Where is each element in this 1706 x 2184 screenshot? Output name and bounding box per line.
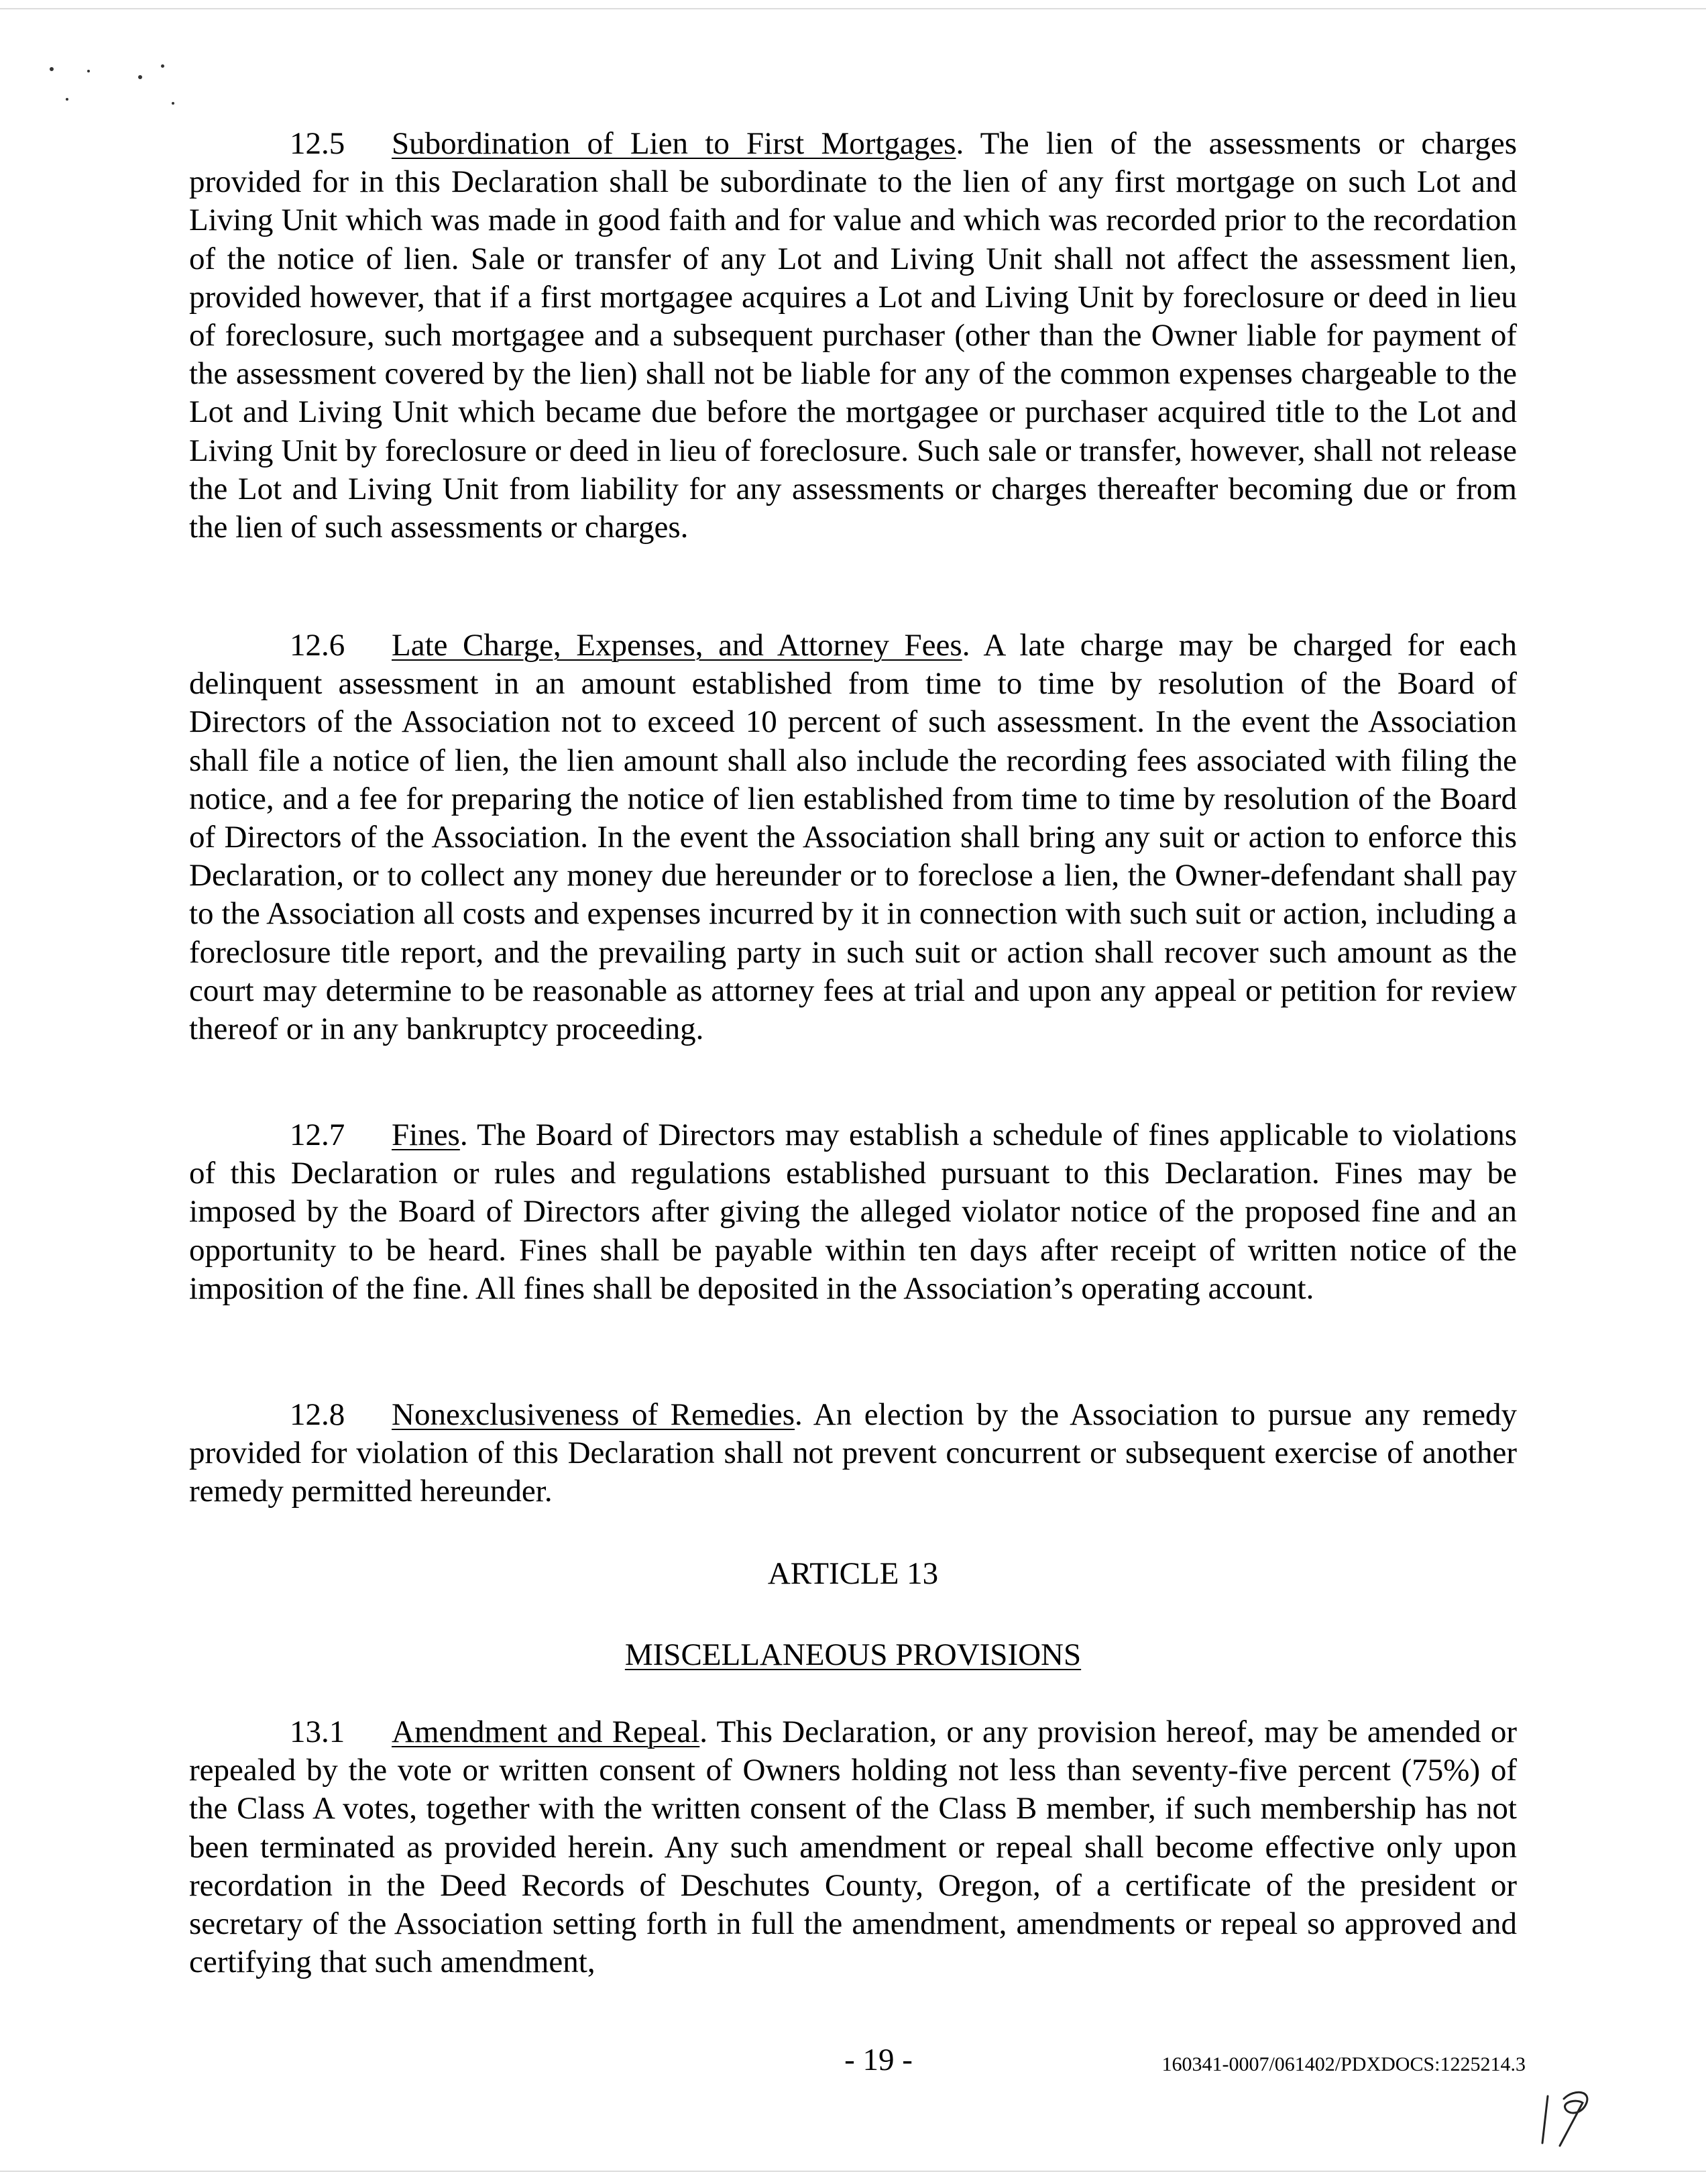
handwritten-page-mark — [1536, 2076, 1596, 2150]
section-12-6 — [189, 626, 1517, 1048]
section-number: 12.7 — [290, 1117, 345, 1152]
section-body: . The Board of Directors may establish a schedule of fines applicable to violations of this Declaration or rules and regulations established pursuant to this Declaration. Fines may be imposed by the Board of Directors after giving the alleged violator notice of the proposed fine and an opportunity to be heard. Fines shall be payable within ten days after receipt of written notice of the imposition of the fine. All fines shall be deposited in the Association’s operating account. — [189, 1117, 1517, 1306]
section-number: 12.8 — [290, 1397, 345, 1432]
section-body: . A late charge may be charged for each delinquent assessment in an amount established from time to time by resolution of the Board of Directors of the Association not to exceed 10 percent of such assessment. In the event the Association shall file a notice of lien, the lien amount shall also include the recording fees associated with filing the notice, and a fee for preparing the notice of lien established from time to time by resolution of the Board of Directors of the Association. In the event the Association shall bring any suit or action to enforce this Declaration, or to collect any money due hereunder or to foreclose a lien, the Owner-defendant shall pay to the Association all costs and expenses incurred by it in connection with such suit or action, including a foreclosure title report, and the prevailing party in such suit or action shall recover such amount as the court may determine to be reasonable as attorney fees at trial and upon any appeal or petition for review thereof or in any bankruptcy proceeding. — [189, 628, 1518, 1047]
scan-edge-top — [0, 8, 1706, 9]
section-13-1 — [189, 1713, 1517, 1981]
section-heading: Nonexclusiveness of Remedies — [392, 1397, 795, 1432]
document-id: 160341-0007/061402/PDXDOCS:1225214.3 — [1161, 2053, 1526, 2075]
section-body: . The lien of the assessments or charges provided for in this Declaration shall be subordinate to the lien of any first mortgage on such Lot and Living Unit which was made in good faith and for value and which was recorded prior to the recordation of the notice of lien. Sale or transfer of any Lot and Living Unit shall not affect the assessment lien, provided however, that if a first mortgagee acquires a Lot and Living Unit by foreclosure or deed in lieu of foreclosure, such mortgagee and a subsequent purchaser (other than the Owner liable for payment of the assessment covered by the lien) shall not be liable for any of the common expenses chargeable to the Lot and Living Unit which became due before the mortgagee or purchaser acquired title to the Lot and Living Unit by foreclosure or deed in lieu of foreclosure. Such sale or transfer, however, shall not release the Lot and Living Unit from liability for any assessments or charges thereafter becoming due or from the lien of such assessments or charges. — [189, 126, 1517, 545]
section-number: 12.5 — [290, 126, 345, 161]
article-number: ARTICLE 13 — [767, 1556, 939, 1591]
section-heading: Subordination of Lien to First Mortgages — [392, 126, 956, 161]
section-12-8 — [189, 1396, 1517, 1511]
section-number: 12.6 — [290, 628, 345, 663]
section-number: 13.1 — [290, 1714, 345, 1749]
scan-speck — [66, 98, 68, 101]
section-body: . An election by the Association to pursue any remedy provided for violation of this Declaration shall not prevent concurrent or subsequent exercise of another remedy permitted hereunder. — [189, 1397, 1517, 1509]
article-title-text: MISCELLANEOUS PROVISIONS — [624, 1637, 1082, 1672]
scan-speck — [87, 70, 90, 72]
scan-speck — [50, 67, 54, 71]
section-heading: Amendment and Repeal — [392, 1714, 700, 1749]
article-title — [189, 1636, 1517, 1674]
scan-speck — [161, 64, 164, 68]
section-body: . This Declaration, or any provision hereof, may be amended or repealed by the vote or written consent of Owners holding not less than seventy-five percent (75%) of the Class A votes, together with the written consent of the Class B member, if such membership has not been terminated as provided herein. Any such amendment or repeal shall become effective only upon recordation in the Deed Records of Deschutes County, Oregon, of a certificate of the president or secretary of the Association setting forth in full the amendment, amendments or repeal so approved and certifying that such amendment, — [189, 1714, 1517, 1980]
page-number: - 19 - — [844, 2042, 913, 2077]
section-12-5 — [189, 125, 1517, 547]
section-12-7 — [189, 1116, 1517, 1308]
scan-speck — [172, 102, 174, 105]
scan-edge-bottom — [0, 2171, 1706, 2172]
section-heading: Fines — [392, 1117, 460, 1152]
section-heading: Late Charge, Expenses, and Attorney Fees — [392, 628, 962, 663]
scan-speck — [138, 75, 142, 79]
